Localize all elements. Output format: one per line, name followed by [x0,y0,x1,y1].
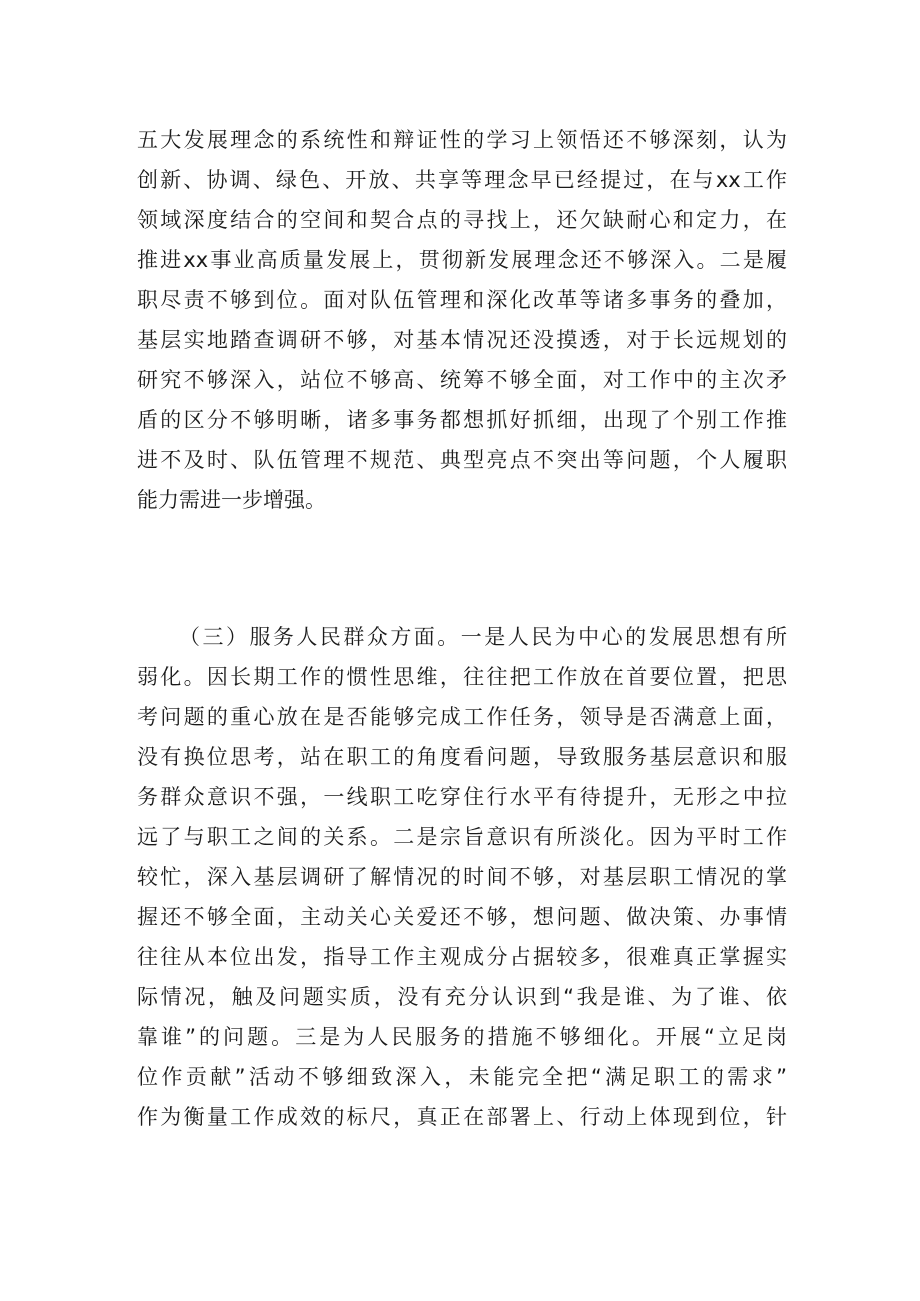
paragraph-1-line: 推进xx事业高质量发展上，贯彻新发展理念还不够深入。二是履 [137,248,787,272]
paragraph-2-line: 际情况，触及问题实质，没有充分认识到“我是谁、为了谁、依 [137,985,787,1009]
paragraph-2-line: 往往从本位出发，指导工作主观成分占据较多，很难真正掌握实 [137,945,787,969]
paragraph-1-line: 盾的区分不够明晰，诸多事务都想抓好抓细，出现了个别工作推 [137,408,787,432]
paragraph-1-line: 领域深度结合的空间和契合点的寻找上，还欠缺耐心和定力，在 [137,208,787,232]
paragraph-1-line: 创新、协调、绿色、开放、共享等理念早已经提过，在与xx工作 [137,168,787,192]
paragraph-2-line: 考问题的重心放在是否能够完成工作任务，领导是否满意上面， [137,705,787,729]
paragraph-1-line: 职尽责不够到位。面对队伍管理和深化改革等诸多事务的叠加， [137,288,787,312]
paragraph-2 [137,617,787,1137]
paragraph-2-line: 远了与职工之间的关系。二是宗旨意识有所淡化。因为平时工作 [137,825,787,849]
paragraph-1-line: 五大发展理念的系统性和辩证性的学习上领悟还不够深刻，认为 [137,128,787,152]
paragraph-2-line: 弱化。因长期工作的惯性思维，往往把工作放在首要位置，把思 [137,665,787,689]
paragraph-2-line: 位作贡献”活动不够细致深入，未能完全把“满足职工的需求” [137,1065,787,1089]
paragraph-1-line: 进不及时、队伍管理不规范、典型亮点不突出等问题，个人履职 [137,448,787,472]
paragraph-2-line: 作为衡量工作成效的标尺，真正在部署上、行动上体现到位，针 [137,1105,787,1129]
paragraph-2-line: 没有换位思考，站在职工的角度看问题，导致服务基层意识和服 [137,745,787,769]
paragraph-1-line: 能力需进一步增强。 [137,488,326,512]
paragraph-2-line: 较忙，深入基层调研了解情况的时间不够，对基层职工情况的掌 [137,865,787,889]
paragraph-2-line: （三）服务人民群众方面。一是人民为中心的发展思想有所 [179,625,787,649]
paragraph-2-line: 务群众意识不强，一线职工吃穿住行水平有待提升，无形之中拉 [137,785,787,809]
paragraph-2-line: 握还不够全面，主动关心关爱还不够，想问题、做决策、办事情 [137,905,787,929]
paragraph-1-line: 研究不够深入，站位不够高、统筹不够全面，对工作中的主次矛 [137,368,787,392]
paragraph-2-line: 靠谁”的问题。三是为人民服务的措施不够细化。开展“立足岗 [137,1025,787,1049]
paragraph-1-line: 基层实地踏查调研不够，对基本情况还没摸透，对于长远规划的 [137,328,787,352]
paragraph-1 [137,120,787,520]
